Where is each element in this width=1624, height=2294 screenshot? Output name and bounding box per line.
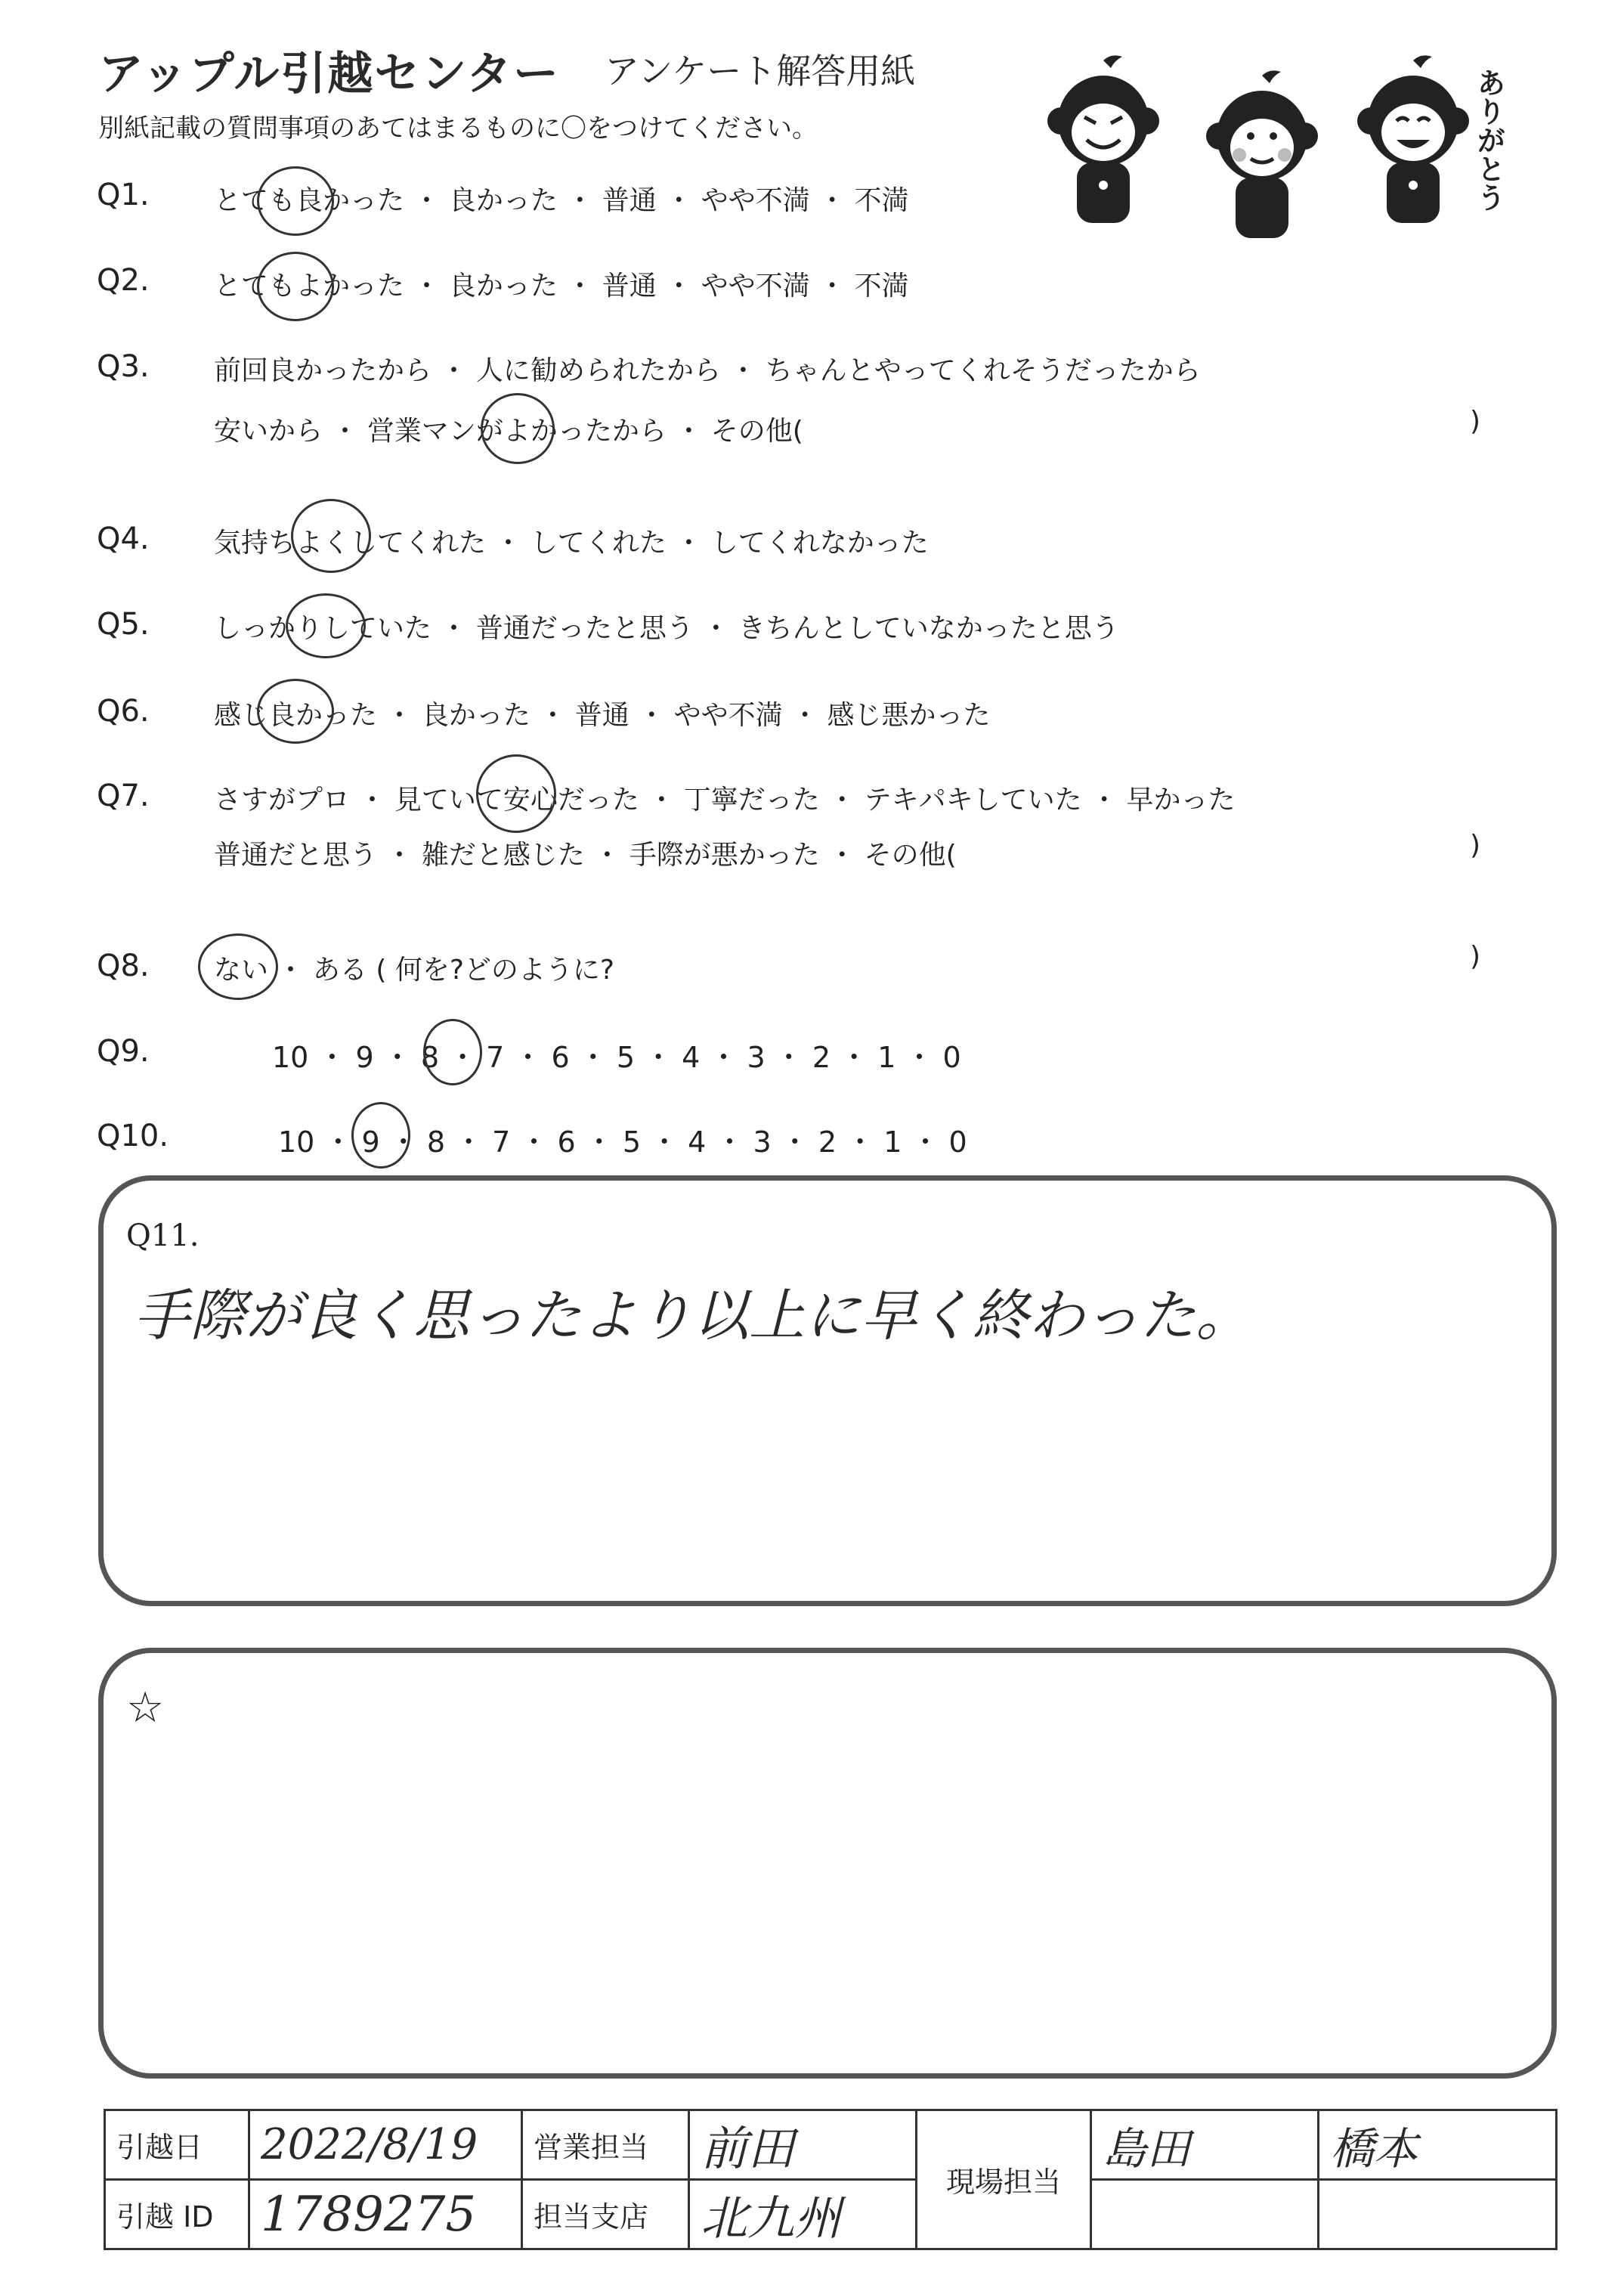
- q3-other-close: ): [1470, 406, 1481, 437]
- q4-label: Q4.: [97, 522, 150, 556]
- branch-value: 北九州: [689, 2180, 917, 2249]
- move-id-label: 引越 ID: [105, 2180, 249, 2249]
- comment-box: [98, 1648, 1557, 2079]
- q8-label: Q8.: [97, 949, 150, 983]
- q7-other-close: ): [1470, 830, 1481, 861]
- thanks-text: ありがとう: [1472, 68, 1505, 212]
- q4-answer-circle: [291, 499, 371, 573]
- q7-options-line1: さすがプロ ・ 見ていて安心だった ・ 丁寧だった ・ テキパキしていた ・ 早かった: [214, 785, 1236, 816]
- q4-options: 気持ちよくしてくれた ・ してくれた ・ してくれなかった: [214, 528, 929, 559]
- q6-answer-circle: [257, 679, 334, 744]
- site-rep-empty-cell: [1319, 2180, 1557, 2249]
- q9-label: Q9.: [97, 1034, 150, 1069]
- q1-label: Q1.: [97, 178, 150, 212]
- q7-options-line2: 普通だと思う ・ 雑だと感じた ・ 手際が悪かった ・ その他(: [214, 840, 957, 871]
- instructions: 別紙記載の質問事項のあてはまるものに〇をつけてください。: [98, 113, 818, 144]
- star-icon: ☆: [126, 1683, 165, 1732]
- monkey-mascots-illustration: [1013, 45, 1527, 242]
- q5-options: しっかりしていた ・ 普通だったと思う ・ きちんとしていなかったと思う: [214, 613, 1119, 644]
- q3-label: Q3.: [97, 349, 150, 384]
- q11-handwritten-answer: 手際が良く思ったより以上に早く終わった。: [134, 1283, 1252, 1348]
- q1-options: とても良かった ・ 良かった ・ 普通 ・ やや不満 ・ 不満: [214, 185, 909, 216]
- q3-answer-circle: [481, 393, 555, 464]
- q1-answer-circle: [257, 166, 334, 236]
- branch-label: 担当支店: [522, 2180, 689, 2249]
- q10-label: Q10.: [97, 1119, 169, 1153]
- footer-table: [104, 2109, 1557, 2250]
- move-date-label: 引越日: [105, 2110, 249, 2180]
- q7-label: Q7.: [97, 779, 150, 813]
- sales-rep-value: 前田: [689, 2110, 917, 2180]
- q10-answer-circle: [351, 1102, 410, 1169]
- q6-label: Q6.: [97, 694, 150, 729]
- q11-answer-box: [98, 1175, 1557, 1606]
- monkey-mascot-icon: [1047, 55, 1159, 223]
- q10-scale: 10 ・ 9 ・ 8 ・ 7 ・ 6 ・ 5 ・ 4 ・ 3 ・ 2 ・ 1 ・ 0: [278, 1125, 967, 1159]
- q2-label: Q2.: [97, 263, 150, 298]
- move-date-value: 2022/8/19: [249, 2110, 522, 2180]
- q7-answer-circle: [476, 754, 556, 833]
- q2-answer-circle: [257, 252, 334, 321]
- q2-options: とてもよかった ・ 良かった ・ 普通 ・ やや不満 ・ 不満: [214, 271, 909, 302]
- sales-rep-label: 営業担当: [522, 2110, 689, 2180]
- q8-options: ない ・ ある ( 何を?どのように?: [214, 955, 615, 986]
- monkey-mascot-icon: [1206, 70, 1318, 238]
- q3-options-line1: 前回良かったから ・ 人に勧められたから ・ ちゃんとやってくれそうだったから: [214, 355, 1201, 386]
- site-rep-1: 島田: [1091, 2110, 1319, 2180]
- site-rep-2: 橋本: [1319, 2110, 1557, 2180]
- q9-scale: 10 ・ 9 ・ 8 ・ 7 ・ 6 ・ 5 ・ 4 ・ 3 ・ 2 ・ 1 ・ 0: [272, 1041, 961, 1074]
- q9-answer-circle: [423, 1019, 482, 1085]
- monkey-mascot-icon: [1357, 55, 1469, 223]
- q6-options: 感じ良かった ・ 良かった ・ 普通 ・ やや不満 ・ 感じ悪かった: [214, 700, 991, 731]
- move-id-value: 1789275: [249, 2180, 522, 2249]
- q8-close: ): [1470, 941, 1481, 972]
- form-title: アンケート解答用紙: [605, 51, 916, 91]
- q5-label: Q5.: [97, 607, 150, 642]
- q11-label: Q11.: [126, 1218, 200, 1253]
- q5-answer-circle: [286, 593, 366, 658]
- site-rep-label: 現場担当: [917, 2110, 1091, 2249]
- company-name: アップル引越センター: [98, 48, 560, 101]
- site-rep-empty-cell: [1091, 2180, 1319, 2249]
- q8-answer-circle: [198, 933, 278, 1000]
- q3-options-line2: 安いから ・ 営業マンがよかったから ・ その他(: [214, 416, 803, 447]
